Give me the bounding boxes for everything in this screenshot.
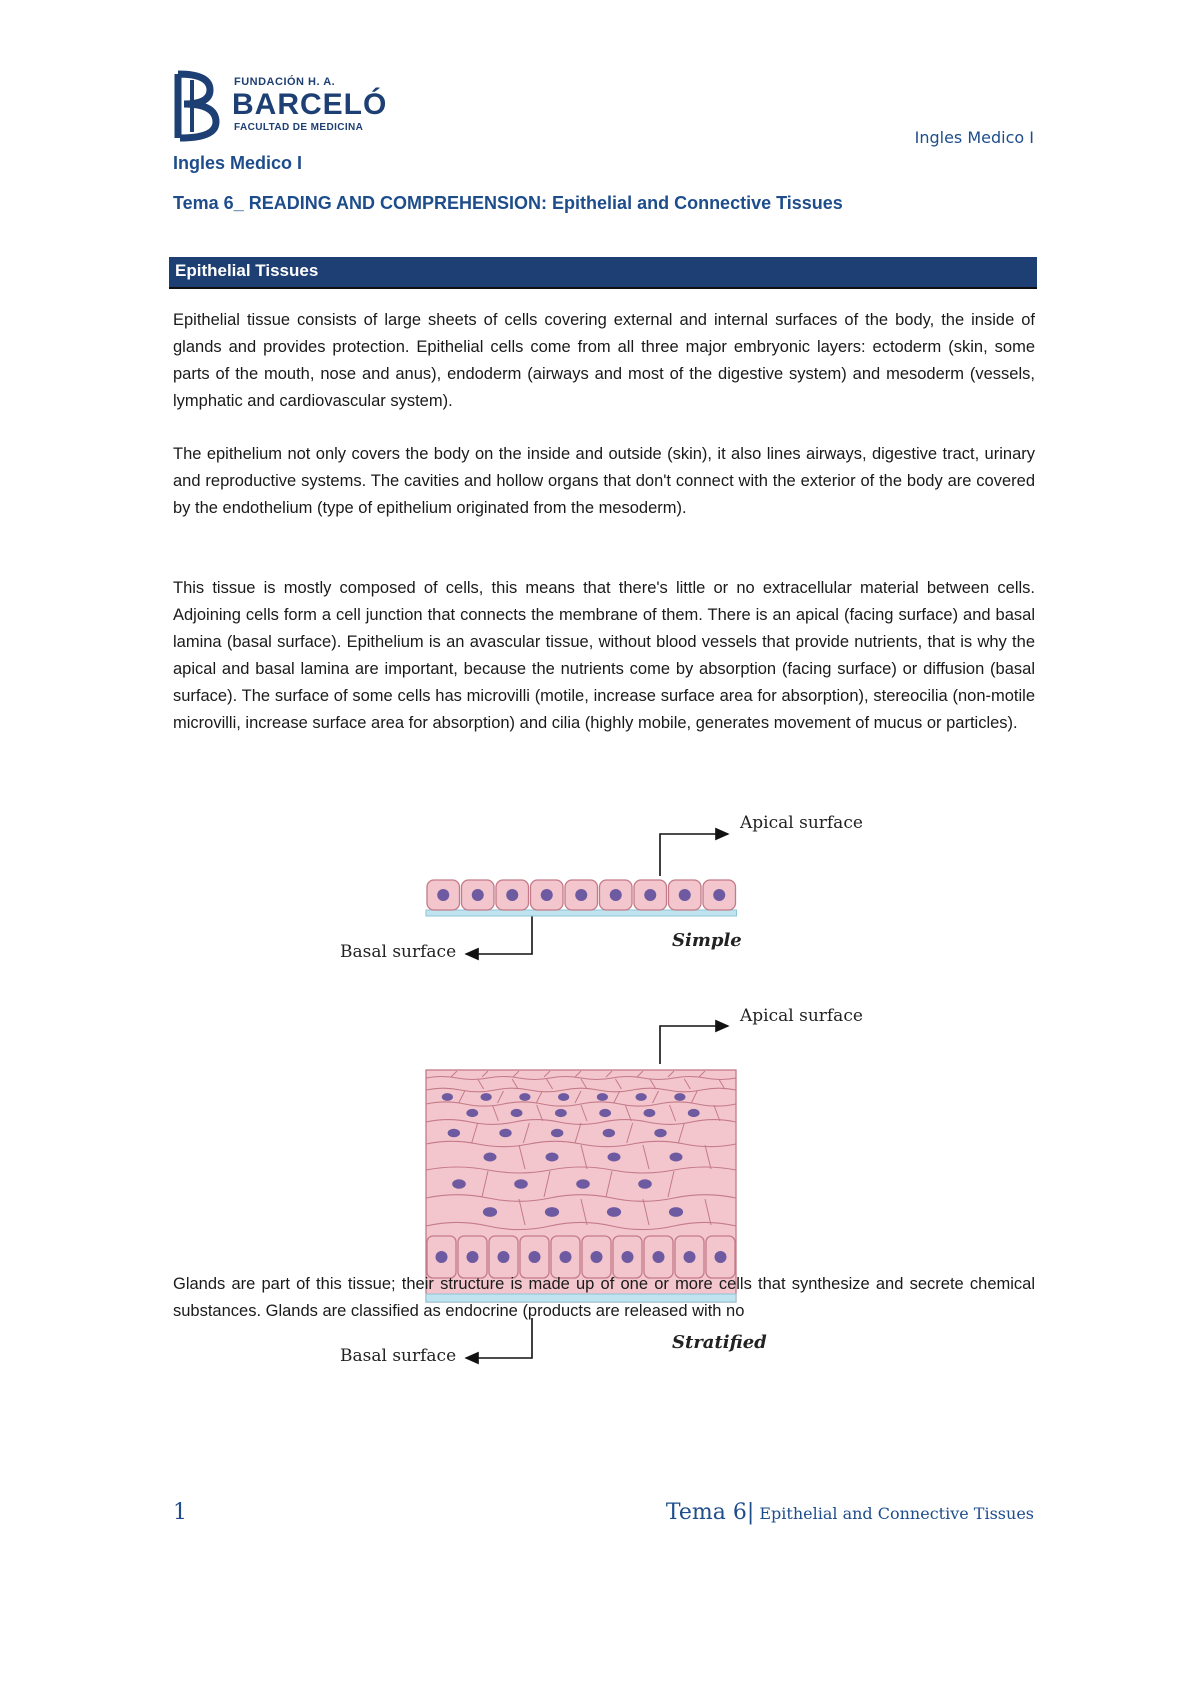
stratified-nucleus <box>551 1129 563 1138</box>
stratified-epithelium <box>426 1070 736 1302</box>
logo-line3: FACULTAD DE MEDICINA <box>234 122 364 133</box>
stratified-nucleus <box>670 1153 683 1162</box>
simple-basal-arrow <box>466 912 532 954</box>
paragraph-1: Epithelial tissue consists of large sheets of cells covering external and internal surfaces of the body, the inside of glands and provides protection. Epithelial cells come from all three major embryonic layers: ectoderm (skin, some parts of the mouth, nose and anus), endoderm (airways and most of the digestive system) and mesoderm (vessels, lymphatic and cardiovascular system). <box>173 311 1035 410</box>
simple-nucleus <box>437 889 449 901</box>
footer-title <box>666 1500 1034 1525</box>
logo-line2: BARCELÓ <box>232 88 388 121</box>
stratified-basal-nucleus <box>467 1251 479 1263</box>
stratified-nucleus <box>688 1109 700 1117</box>
stratified-nucleus <box>483 1207 497 1217</box>
stratified-basal-nucleus <box>498 1251 510 1263</box>
stratified-nucleus <box>499 1129 511 1138</box>
simple-nucleus <box>506 889 518 901</box>
logo-emblem-icon <box>170 70 226 142</box>
simple-basal-label: Basal surface <box>340 942 457 962</box>
stratified-nucleus <box>576 1179 590 1188</box>
stratified-basal-nucleus <box>622 1251 634 1263</box>
paragraph-2: The epithelium not only covers the body on the inside and outside (skin), it also lines airways, digestive tract, urinary and reproductive systems. The cavities and hollow organs that don't connect with the exterior of the body are covered by the endothelium (type of epithelium originated from the mesoderm). <box>173 445 1035 517</box>
stratified-nucleus <box>546 1153 559 1162</box>
stratified-nucleus <box>555 1109 567 1117</box>
stratified-nucleus <box>481 1093 492 1101</box>
stratified-basal-nucleus <box>653 1251 665 1263</box>
stratified-nucleus <box>514 1179 528 1188</box>
stratified-nucleus <box>654 1129 666 1138</box>
faculty-logo <box>170 70 388 144</box>
stratified-nucleus <box>545 1207 559 1217</box>
simple-nucleus <box>610 889 622 901</box>
stratified-nucleus <box>603 1129 615 1138</box>
stratified-nucleus <box>448 1129 460 1138</box>
stratified-nucleus <box>519 1093 530 1101</box>
section-heading-bar <box>169 257 1037 289</box>
stratified-nucleus <box>636 1093 647 1101</box>
simple-nucleus <box>644 889 656 901</box>
header-course-name: Ingles Medico I <box>914 128 1034 147</box>
stratified-nucleus <box>644 1109 656 1117</box>
logo-line1: FUNDACIÓN H. A. <box>234 76 336 88</box>
page-number: 1 <box>173 1500 187 1525</box>
stratified-type-label: Stratified <box>672 1332 767 1353</box>
footer-tema: Tema 6 <box>665 1500 747 1525</box>
simple-nucleus <box>472 889 484 901</box>
stratified-basal-nucleus <box>560 1251 572 1263</box>
stratified-nucleus <box>597 1093 608 1101</box>
simple-epithelium <box>426 880 737 916</box>
simple-nucleus <box>575 889 587 901</box>
simple-apical-label: Apical surface <box>740 813 863 833</box>
paragraph-4: Glands are part of this tissue; their structure is made up of one or more cells that synthesize and secrete chemical substances. Glands are classified as endocrine (products are released with no <box>173 1275 1035 1320</box>
simple-nucleus <box>679 889 691 901</box>
stratified-nucleus <box>674 1093 685 1101</box>
footer-separator: | <box>746 1500 755 1525</box>
simple-nucleus <box>541 889 553 901</box>
stratified-basal-nucleus <box>715 1251 727 1263</box>
stratified-basal-label: Basal surface <box>340 1346 457 1366</box>
stratified-nucleus <box>608 1153 621 1162</box>
topic-title: Tema 6_ READING AND COMPREHENSION: Epithelial and Connective Tissues <box>173 193 843 213</box>
simple-nucleus <box>713 889 725 901</box>
stratified-apical-label: Apical surface <box>740 1006 863 1026</box>
stratified-nucleus <box>669 1207 683 1217</box>
stratified-nucleus <box>442 1093 453 1101</box>
section-heading: Epithelial Tissues <box>175 261 319 280</box>
footer-subtitle: Epithelial and Connective Tissues <box>754 1504 1034 1523</box>
stratified-nucleus <box>638 1179 652 1188</box>
course-title: Ingles Medico I <box>173 153 303 173</box>
stratified-apical-arrow <box>660 1026 728 1064</box>
stratified-basal-nucleus <box>591 1251 603 1263</box>
stratified-nucleus <box>599 1109 611 1117</box>
stratified-nucleus <box>484 1153 497 1162</box>
stratified-basal-nucleus <box>684 1251 696 1263</box>
paragraph-3: This tissue is mostly composed of cells, this means that there's little or no extracellular material between cells. Adjoining cells form a cell junction that connects the membrane of them. There is an apical (facing surface) and basal lamina (basal surface). Epithelium is an avascular tissue, without blood vessels that provide nutrients, that is why the apical and basal lamina are important, because the nutrients come by absorption (facing surface) or diffusion (basal surface). The surface of some cells has microvilli (motile, increase surface area for absorption), stereocilia (non-motile microvilli, increase surface area for absorption) and cilia (highly mobile, generates movement of mucus or particles). <box>173 579 1035 732</box>
simple-basement-membrane <box>426 910 737 916</box>
stratified-nucleus <box>558 1093 569 1101</box>
simple-apical-arrow <box>660 834 728 876</box>
stratified-basal-nucleus <box>436 1251 448 1263</box>
stratified-nucleus <box>511 1109 523 1117</box>
stratified-nucleus <box>607 1207 621 1217</box>
stratified-basal-nucleus <box>529 1251 541 1263</box>
simple-type-label: Simple <box>672 930 742 951</box>
stratified-nucleus <box>466 1109 478 1117</box>
stratified-nucleus <box>452 1179 466 1188</box>
